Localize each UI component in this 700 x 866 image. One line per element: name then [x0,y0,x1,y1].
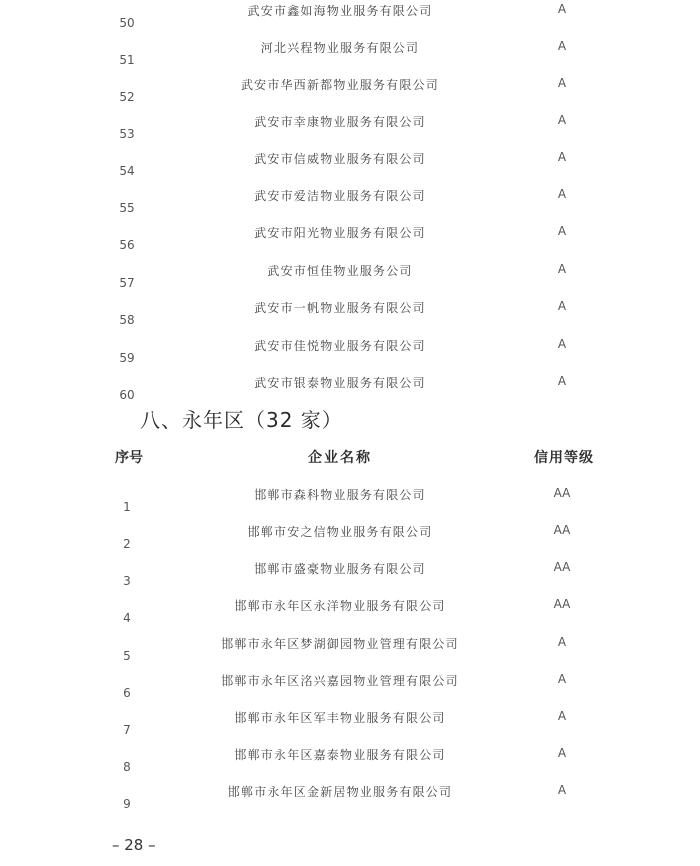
credit-grade: A [557,672,567,686]
row-number: 56 [119,238,135,252]
table-row [0,635,700,672]
row-number: 6 [123,686,131,700]
row-number: 51 [119,53,135,67]
credit-grade: A [557,709,567,723]
table-row [0,224,700,261]
table-row [0,783,700,820]
header-company-name: 企业名称 [308,450,372,466]
page-number: – 28 – [112,836,156,854]
table-row [0,597,700,634]
header-number: 序号 [115,450,143,466]
table-row [0,486,700,523]
credit-grade: A [557,2,567,16]
row-number: 54 [119,164,135,178]
table-row [0,113,700,150]
company-name: 邯郸市永年区金新居物业服务有限公司 [227,785,453,799]
credit-grade: A [557,113,567,127]
table-row [0,337,700,374]
company-name: 河北兴程物业服务有限公司 [260,41,420,55]
company-name: 邯郸市安之信物业服务有限公司 [247,525,433,539]
company-name: 邯郸市永年区军丰物业服务有限公司 [234,711,446,725]
company-name: 武安市阳光物业服务有限公司 [254,226,426,240]
section-title: 八、永年区（32 家） [140,408,343,432]
table-row [0,2,700,39]
company-name: 武安市信威物业服务有限公司 [254,152,426,166]
table-row [0,39,700,76]
company-name: 武安市恒佳物业服务公司 [267,264,413,278]
credit-grade: A [557,187,567,201]
credit-grade: A [557,783,567,797]
company-name: 邯郸市森科物业服务有限公司 [254,488,426,502]
company-name: 武安市鑫如海物业服务有限公司 [247,4,433,18]
table-row [0,672,700,709]
credit-grade: A [557,76,567,90]
credit-grade: A [557,150,567,164]
table-row [0,523,700,560]
row-number: 7 [123,723,131,737]
row-number: 2 [123,537,131,551]
table-row [0,299,700,336]
credit-grade: A [557,635,567,649]
table-row [0,560,700,597]
credit-grade: A [557,39,567,53]
row-number: 3 [123,574,131,588]
credit-grade: AA [553,560,571,574]
table-row [0,76,700,113]
credit-grade: A [557,262,567,276]
company-name: 武安市佳悦物业服务有限公司 [254,339,426,353]
company-name: 邯郸市永年区永洋物业服务有限公司 [234,599,446,613]
row-number: 1 [123,500,131,514]
header-credit-grade: 信用等级 [534,450,594,466]
credit-grade: A [557,374,567,388]
row-number: 60 [119,388,135,402]
table-row [0,150,700,187]
row-number: 8 [123,760,131,774]
row-number: 4 [123,611,131,625]
company-name: 武安市一帆物业服务有限公司 [254,301,426,315]
company-name: 武安市华西新都物业服务有限公司 [240,78,439,92]
row-number: 9 [123,797,131,811]
row-number: 50 [119,16,135,30]
table-row [0,709,700,746]
table-row [0,374,700,411]
row-number: 52 [119,90,135,104]
row-number: 58 [119,313,135,327]
row-number: 59 [119,351,135,365]
row-number: 57 [119,276,135,290]
table-row [0,746,700,783]
company-name: 武安市幸康物业服务有限公司 [254,115,426,129]
company-name: 邯郸市盛豪物业服务有限公司 [254,562,426,576]
company-name: 武安市爱洁物业服务有限公司 [254,189,426,203]
table-header [0,447,700,471]
company-name: 武安市银泰物业服务有限公司 [254,376,426,390]
credit-grade: AA [553,597,571,611]
table-row [0,187,700,224]
company-name: 邯郸市永年区嘉泰物业服务有限公司 [234,748,446,762]
credit-grade: AA [553,486,571,500]
row-number: 55 [119,201,135,215]
company-name: 邯郸市永年区梦湖御园物业管理有限公司 [221,637,459,651]
credit-grade: A [557,224,567,238]
credit-grade: AA [553,523,571,537]
row-number: 53 [119,127,135,141]
credit-grade: A [557,299,567,313]
row-number: 5 [123,649,131,663]
credit-grade: A [557,337,567,351]
credit-grade: A [557,746,567,760]
company-name: 邯郸市永年区洺兴嘉园物业管理有限公司 [221,674,459,688]
table-row [0,262,700,299]
